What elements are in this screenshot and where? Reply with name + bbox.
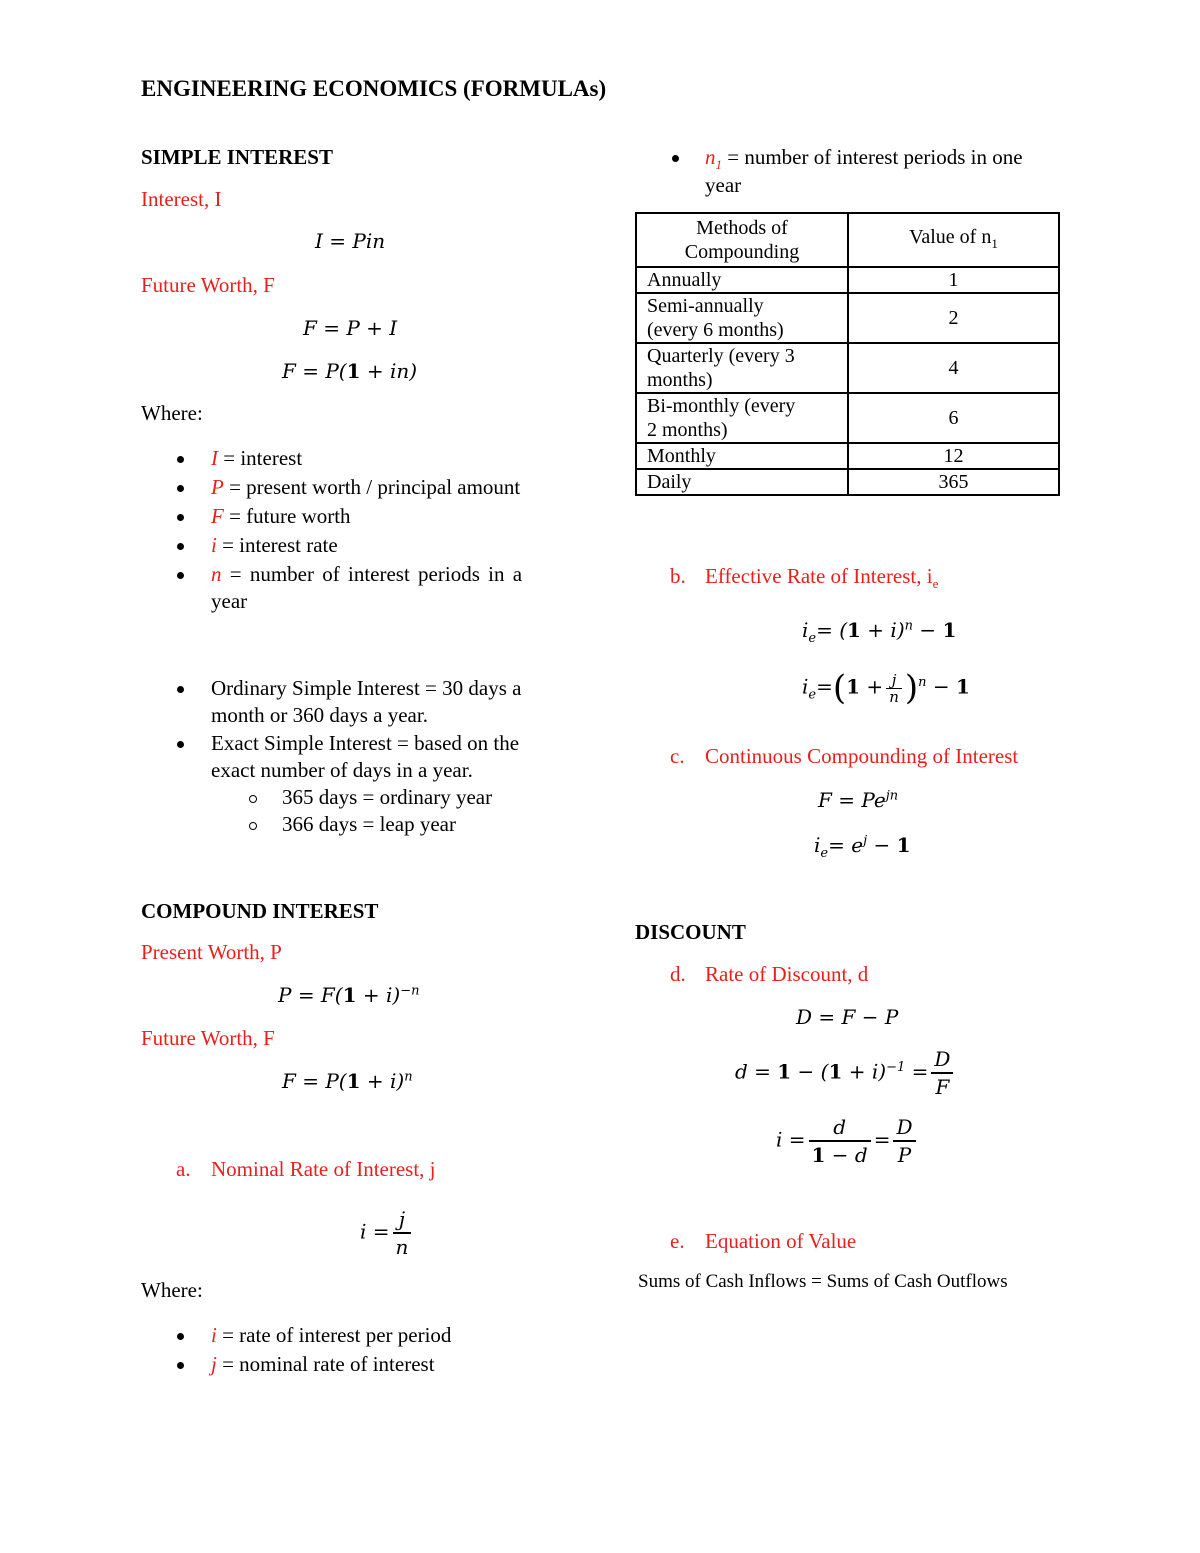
- n1-definition-line2: year: [705, 173, 742, 197]
- bullet: [177, 514, 184, 521]
- exact-simple-interest-line1: Exact Simple Interest = based on the: [211, 731, 520, 755]
- method-cell: Monthly: [636, 443, 848, 469]
- discount-heading: DISCOUNT: [635, 920, 746, 944]
- formula-present-worth: $P = F(1 + i)^{-n}$: [278, 983, 420, 1007]
- table-row: [636, 469, 1059, 495]
- continuous-letter: c.: [670, 744, 685, 768]
- ordinary-simple-interest-line2: month or 360 days a year.: [211, 703, 428, 727]
- formula-simple-interest: I = Pin: [315, 229, 386, 253]
- sub-bullet: [249, 822, 257, 830]
- table-header-row: [636, 213, 1059, 267]
- bullet: [177, 1333, 184, 1340]
- future-worth-label-compound: Future Worth, F: [141, 1026, 275, 1050]
- method-cell: Quarterly (every 3 months): [636, 343, 848, 393]
- bullet: [177, 572, 184, 579]
- formula-interest-from-discount: i = $\frac{d}{1 - d}$ = $\frac{D}{P}$: [776, 1114, 919, 1168]
- def-item-periods-cont: year: [211, 589, 248, 613]
- bullet: [177, 485, 184, 492]
- table-row: [636, 267, 1059, 293]
- simple-interest-heading: SIMPLE INTEREST: [141, 145, 333, 169]
- effective-rate-label: Effective Rate of Interest, $i_e$: [705, 564, 939, 592]
- bullet: [177, 543, 184, 550]
- nominal-letter: a.: [176, 1157, 191, 1181]
- where-label-2: Where:: [141, 1278, 203, 1302]
- method-cell: Daily: [636, 469, 848, 495]
- table-row: [636, 343, 1059, 393]
- formula-discount-amount: D = F − P: [796, 1005, 899, 1029]
- present-worth-label: Present Worth, P: [141, 940, 282, 964]
- def-item-rate-per-period: i = rate of interest per period: [211, 1323, 452, 1347]
- header-value: Value of $n_1$: [848, 213, 1059, 267]
- formula-nominal-rate: i = $\frac{j}{n}$: [360, 1206, 414, 1260]
- table-row: [636, 393, 1059, 443]
- def-item-interest: I = interest: [211, 446, 303, 470]
- equation-letter: e.: [670, 1229, 685, 1253]
- where-label-1: Where:: [141, 401, 203, 425]
- ordinary-simple-interest-line1: Ordinary Simple Interest = 30 days a: [211, 676, 522, 700]
- bullet: [177, 741, 184, 748]
- table-row: [636, 293, 1059, 343]
- nominal-rate-label: Nominal Rate of Interest, j: [211, 1157, 436, 1181]
- rate-of-discount-label: Rate of Discount, d: [705, 962, 869, 986]
- formula-future-worth-1: F = P + I: [303, 316, 398, 340]
- future-worth-label: Future Worth, F: [141, 273, 275, 297]
- compounding-methods-table: [635, 212, 1060, 496]
- formula-effective-rate-2: $i_e=(1$ + $\frac{j}{n}$ )$^n$ − 1: [802, 668, 970, 708]
- bullet: [672, 155, 679, 162]
- value-cell: 365: [848, 469, 1059, 495]
- def-item-future-worth: F = future worth: [211, 504, 351, 528]
- leap-year-item: 366 days = leap year: [282, 812, 456, 836]
- interest-label: Interest, I: [141, 187, 222, 211]
- def-item-interest-rate: i = interest rate: [211, 533, 338, 557]
- ordinary-year-item: 365 days = ordinary year: [282, 785, 493, 809]
- method-cell: Semi-annually (every 6 months): [636, 293, 848, 343]
- effective-letter: b.: [670, 564, 686, 588]
- value-cell: 2: [848, 293, 1059, 343]
- bullet: [177, 456, 184, 463]
- value-cell: 1: [848, 267, 1059, 293]
- formula-future-worth-2: F = P(1 + in): [282, 359, 418, 383]
- method-cell: Annually: [636, 267, 848, 293]
- bullet: [177, 1362, 184, 1369]
- discount-letter: d.: [670, 962, 686, 986]
- n1-definition-line1: $n_1$ = number of interest periods in one: [705, 145, 1023, 173]
- value-cell: 4: [848, 343, 1059, 393]
- continuous-compounding-label: Continuous Compounding of Interest: [705, 744, 1019, 768]
- equation-of-value-label: Equation of Value: [705, 1229, 857, 1253]
- formula-continuous-future: $F = Pe^{jn}$: [818, 788, 899, 812]
- def-item-nominal-rate: j = nominal rate of interest: [211, 1352, 435, 1376]
- method-cell: Bi-monthly (every 2 months): [636, 393, 848, 443]
- formula-continuous-effective: $i_e= e^j - 1$: [814, 833, 911, 861]
- formula-effective-rate-1: $i_e= (1 + i)^n - 1$: [802, 618, 957, 646]
- formula-future-worth-compound: $F = P(1 + i)^n$: [282, 1069, 413, 1093]
- compound-interest-heading: COMPOUND INTEREST: [141, 899, 379, 923]
- table-row: [636, 443, 1059, 469]
- def-item-present-worth: P = present worth / principal amount: [211, 475, 521, 499]
- header-methods: Methods of Compounding: [636, 213, 848, 267]
- def-item-periods: n = number of interest periods in a: [211, 562, 523, 586]
- bullet: [177, 686, 184, 693]
- value-cell: 6: [848, 393, 1059, 443]
- equation-of-value-text: Sums of Cash Inflows = Sums of Cash Outflows: [638, 1271, 1008, 1292]
- exact-simple-interest-line2: exact number of days in a year.: [211, 758, 473, 782]
- formula-rate-of-discount: $d = 1 - (1 + i)^{-1}$ = $\frac{D}{F}$: [735, 1046, 956, 1100]
- page-title: ENGINEERING ECONOMICS (FORMULAs): [141, 76, 607, 101]
- sub-bullet: [249, 795, 257, 803]
- value-cell: 12: [848, 443, 1059, 469]
